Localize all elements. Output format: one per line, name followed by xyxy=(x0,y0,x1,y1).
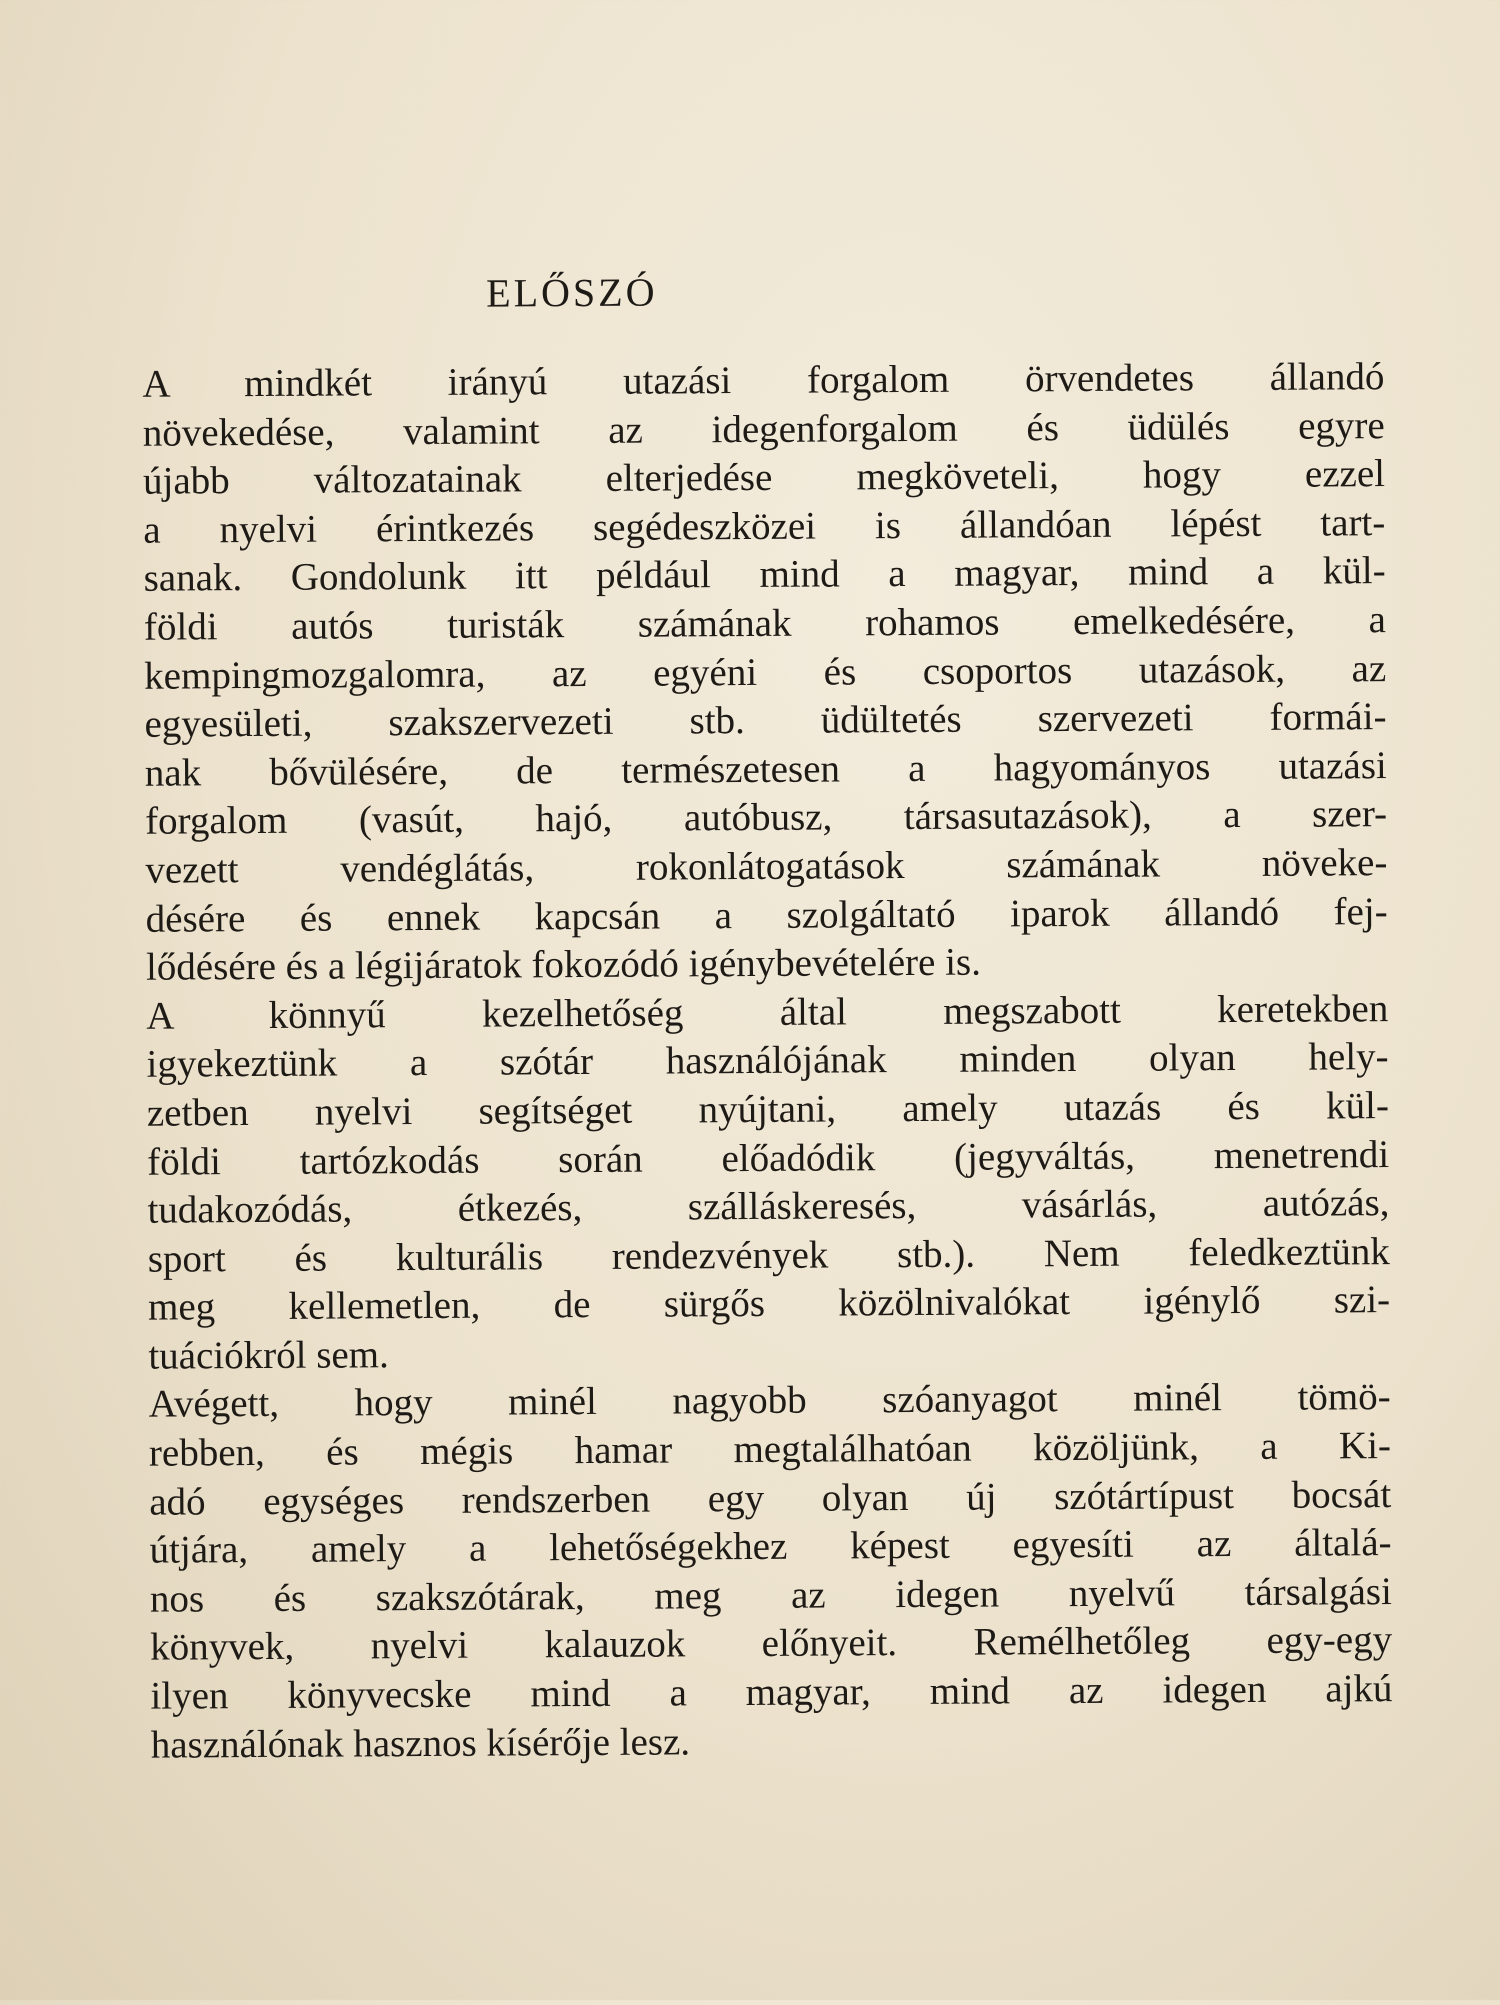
page-title: ELŐSZÓ xyxy=(486,269,658,316)
text-line: újabb változatainak elterjedése megköveteli, hogy ezzel xyxy=(142,452,1386,503)
text-line: A könnyű kezelhetőség által megszabott keretekben xyxy=(146,986,1389,1038)
text-line: a nyelvi érintkezés segédeszközei is állandóan lépést tart- xyxy=(143,500,1386,552)
text-line: egyesületi, szakszervezeti stb. üdültetés szervezeti formái- xyxy=(144,695,1387,746)
text-line: adó egységes rendszerben egy olyan új szótártípust bocsát xyxy=(149,1472,1392,1524)
text-line: tuációkról sem. xyxy=(148,1333,389,1378)
paragraph xyxy=(149,1374,1393,1770)
text-line: tudakozódás, étkezés, szálláskeresés, vásárlás, autózás, xyxy=(147,1181,1390,1232)
text-line: forgalom (vasút, hajó, autóbusz, társasutazások), a szer- xyxy=(144,792,1388,844)
text-line: földi autós turisták számának rohamos emelkedésére, a xyxy=(143,598,1387,649)
paragraph xyxy=(142,353,1388,992)
text-line: használónak hasznos kísérője lesz. xyxy=(150,1720,691,1767)
text-line: sport és kulturális rendezvények stb.). Nem feledkeztünk xyxy=(147,1229,1390,1281)
text-line: növekedése, valamint az idegenforgalom és üdülés egyre xyxy=(142,403,1385,455)
text-line: A mindkét irányú utazási forgalom örvendetes állandó xyxy=(142,355,1385,406)
text-line: könyvek, nyelvi kalauzok előnyeit. Remélhetőleg egy-egy xyxy=(150,1618,1393,1670)
paragraph xyxy=(146,985,1390,1381)
text-line: ilyen könyvecske mind a magyar, mind az idegen ajkú xyxy=(150,1667,1393,1718)
text-line: útjára, amely a lehetőségekhez képest egyesíti az általá- xyxy=(149,1521,1392,1572)
text-line: igyekeztünk a szótár használójának minden olyan hely- xyxy=(146,1035,1389,1087)
text-line: Avégett, hogy minél nagyobb szóanyagot minél tömö- xyxy=(148,1375,1391,1427)
text-line: nak bővülésére, de természetesen a hagyományos utazási xyxy=(144,743,1387,795)
text-line: rebben, és mégis hamar megtalálhatóan közöljünk, a Ki- xyxy=(148,1424,1392,1475)
text-line: meg kellemetlen, de sürgős közölnivalókat igénylő szi- xyxy=(147,1278,1391,1329)
text-line: zetben nyelvi segítséget nyújtani, amely utazás és kül- xyxy=(146,1084,1390,1135)
text-line: lődésére és a légijáratok fokozódó igénybevételére is. xyxy=(145,940,982,989)
preface-body xyxy=(142,353,1393,1770)
text-line: kempingmozgalomra, az egyéni és csoportos utazások, az xyxy=(144,646,1387,698)
text-line: désére és ennek kapcsán a szolgáltató iparok állandó fej- xyxy=(145,889,1388,941)
text-line: földi tartózkodás során előadódik (jegyváltás, menetrendi xyxy=(147,1132,1390,1184)
text-line: sanak. Gondolunk itt például mind a magyar, mind a kül- xyxy=(143,549,1386,601)
text-line: nos és szakszótárak, meg az idegen nyelvű társalgási xyxy=(149,1569,1392,1621)
text-line: vezett vendéglátás, rokonlátogatások számának növeke- xyxy=(145,841,1388,892)
